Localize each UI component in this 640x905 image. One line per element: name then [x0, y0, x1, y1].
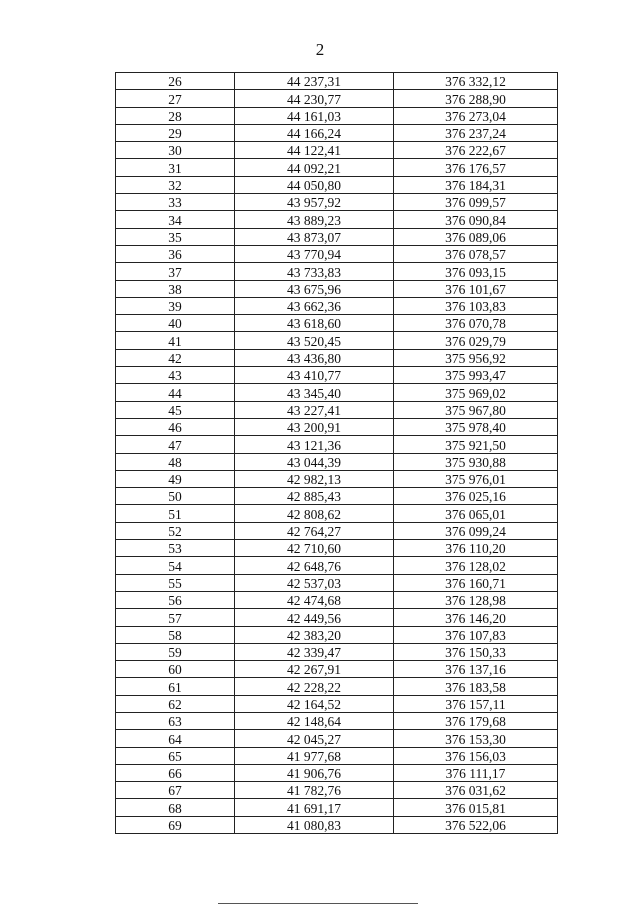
table-row — [116, 488, 558, 505]
point-number-cell: 34 — [116, 211, 235, 228]
table-row — [116, 90, 558, 107]
table-row — [116, 297, 558, 314]
point-number-cell: 62 — [116, 695, 235, 712]
y-coordinate-cell: 376 237,24 — [394, 124, 558, 141]
y-coordinate-cell: 376 137,16 — [394, 661, 558, 678]
point-number-cell: 57 — [116, 609, 235, 626]
x-coordinate-cell: 43 520,45 — [235, 332, 394, 349]
table-row — [116, 159, 558, 176]
table-row — [116, 591, 558, 608]
y-coordinate-cell: 376 111,17 — [394, 764, 558, 781]
table-row — [116, 505, 558, 522]
y-coordinate-cell: 376 103,83 — [394, 297, 558, 314]
point-number-cell: 64 — [116, 730, 235, 747]
x-coordinate-cell: 42 148,64 — [235, 712, 394, 729]
x-coordinate-cell: 44 166,24 — [235, 124, 394, 141]
y-coordinate-cell: 376 128,02 — [394, 557, 558, 574]
x-coordinate-cell: 42 267,91 — [235, 661, 394, 678]
point-number-cell: 52 — [116, 522, 235, 539]
point-number-cell: 61 — [116, 678, 235, 695]
table-row — [116, 557, 558, 574]
x-coordinate-cell: 41 080,83 — [235, 816, 394, 833]
y-coordinate-cell: 376 288,90 — [394, 90, 558, 107]
point-number-cell: 40 — [116, 315, 235, 332]
y-coordinate-cell: 375 956,92 — [394, 349, 558, 366]
x-coordinate-cell: 42 808,62 — [235, 505, 394, 522]
y-coordinate-cell: 376 153,30 — [394, 730, 558, 747]
table-row — [116, 73, 558, 90]
point-number-cell: 54 — [116, 557, 235, 574]
x-coordinate-cell: 43 410,77 — [235, 367, 394, 384]
point-number-cell: 30 — [116, 142, 235, 159]
x-coordinate-cell: 43 957,92 — [235, 194, 394, 211]
y-coordinate-cell: 376 176,57 — [394, 159, 558, 176]
x-coordinate-cell: 42 710,60 — [235, 540, 394, 557]
table-row — [116, 263, 558, 280]
y-coordinate-cell: 375 967,80 — [394, 401, 558, 418]
point-number-cell: 35 — [116, 228, 235, 245]
y-coordinate-cell: 376 029,79 — [394, 332, 558, 349]
point-number-cell: 63 — [116, 712, 235, 729]
table-row — [116, 574, 558, 591]
x-coordinate-cell: 41 906,76 — [235, 764, 394, 781]
table-row — [116, 349, 558, 366]
point-number-cell: 58 — [116, 626, 235, 643]
y-coordinate-cell: 376 332,12 — [394, 73, 558, 90]
table-row — [116, 661, 558, 678]
point-number-cell: 68 — [116, 799, 235, 816]
x-coordinate-cell: 41 977,68 — [235, 747, 394, 764]
point-number-cell: 41 — [116, 332, 235, 349]
point-number-cell: 45 — [116, 401, 235, 418]
point-number-cell: 31 — [116, 159, 235, 176]
table-row — [116, 401, 558, 418]
point-number-cell: 38 — [116, 280, 235, 297]
x-coordinate-cell: 44 050,80 — [235, 176, 394, 193]
point-number-cell: 50 — [116, 488, 235, 505]
x-coordinate-cell: 44 122,41 — [235, 142, 394, 159]
x-coordinate-cell: 42 474,68 — [235, 591, 394, 608]
y-coordinate-cell: 376 089,06 — [394, 228, 558, 245]
y-coordinate-cell: 376 093,15 — [394, 263, 558, 280]
y-coordinate-cell: 376 179,68 — [394, 712, 558, 729]
table-row — [116, 747, 558, 764]
y-coordinate-cell: 376 184,31 — [394, 176, 558, 193]
table-row — [116, 418, 558, 435]
table-row — [116, 280, 558, 297]
x-coordinate-cell: 42 228,22 — [235, 678, 394, 695]
x-coordinate-cell: 43 227,41 — [235, 401, 394, 418]
y-coordinate-cell: 376 101,67 — [394, 280, 558, 297]
table-row — [116, 194, 558, 211]
y-coordinate-cell: 375 921,50 — [394, 436, 558, 453]
x-coordinate-cell: 42 885,43 — [235, 488, 394, 505]
point-number-cell: 28 — [116, 107, 235, 124]
point-number-cell: 51 — [116, 505, 235, 522]
y-coordinate-cell: 375 976,01 — [394, 470, 558, 487]
point-number-cell: 43 — [116, 367, 235, 384]
table-row — [116, 782, 558, 799]
page-number: 2 — [315, 40, 325, 59]
table-row — [116, 799, 558, 816]
x-coordinate-cell: 42 537,03 — [235, 574, 394, 591]
table-row — [116, 453, 558, 470]
table-row — [116, 764, 558, 781]
y-coordinate-cell: 376 065,01 — [394, 505, 558, 522]
table-row — [116, 730, 558, 747]
y-coordinate-cell: 376 522,06 — [394, 816, 558, 833]
table-row — [116, 228, 558, 245]
y-coordinate-cell: 376 156,03 — [394, 747, 558, 764]
table-row — [116, 245, 558, 262]
x-coordinate-cell: 44 161,03 — [235, 107, 394, 124]
point-number-cell: 55 — [116, 574, 235, 591]
table-row — [116, 332, 558, 349]
x-coordinate-cell: 41 691,17 — [235, 799, 394, 816]
y-coordinate-cell: 376 090,84 — [394, 211, 558, 228]
table-row — [116, 540, 558, 557]
x-coordinate-cell: 43 889,23 — [235, 211, 394, 228]
table-row — [116, 522, 558, 539]
table-row — [116, 678, 558, 695]
x-coordinate-cell: 42 045,27 — [235, 730, 394, 747]
point-number-cell: 47 — [116, 436, 235, 453]
x-coordinate-cell: 43 200,91 — [235, 418, 394, 435]
x-coordinate-cell: 42 383,20 — [235, 626, 394, 643]
point-number-cell: 60 — [116, 661, 235, 678]
y-coordinate-cell: 375 978,40 — [394, 418, 558, 435]
x-coordinate-cell: 43 436,80 — [235, 349, 394, 366]
table-row — [116, 470, 558, 487]
x-coordinate-cell: 43 770,94 — [235, 245, 394, 262]
y-coordinate-cell: 376 273,04 — [394, 107, 558, 124]
point-number-cell: 39 — [116, 297, 235, 314]
table-row — [116, 626, 558, 643]
table-row — [116, 211, 558, 228]
x-coordinate-cell: 44 092,21 — [235, 159, 394, 176]
x-coordinate-cell: 42 764,27 — [235, 522, 394, 539]
point-number-cell: 27 — [116, 90, 235, 107]
x-coordinate-cell: 42 982,13 — [235, 470, 394, 487]
table-row — [116, 124, 558, 141]
y-coordinate-cell: 376 015,81 — [394, 799, 558, 816]
point-number-cell: 67 — [116, 782, 235, 799]
x-coordinate-cell: 42 648,76 — [235, 557, 394, 574]
x-coordinate-cell: 42 339,47 — [235, 643, 394, 660]
table-row — [116, 367, 558, 384]
y-coordinate-cell: 376 078,57 — [394, 245, 558, 262]
table-row — [116, 816, 558, 833]
y-coordinate-cell: 376 160,71 — [394, 574, 558, 591]
table-row — [116, 315, 558, 332]
x-coordinate-cell: 42 164,52 — [235, 695, 394, 712]
x-coordinate-cell: 44 230,77 — [235, 90, 394, 107]
y-coordinate-cell: 376 183,58 — [394, 678, 558, 695]
y-coordinate-cell: 375 993,47 — [394, 367, 558, 384]
y-coordinate-cell: 376 128,98 — [394, 591, 558, 608]
point-number-cell: 53 — [116, 540, 235, 557]
point-number-cell: 26 — [116, 73, 235, 90]
x-coordinate-cell: 43 675,96 — [235, 280, 394, 297]
footer-line — [218, 903, 418, 904]
table-row — [116, 712, 558, 729]
point-number-cell: 32 — [116, 176, 235, 193]
table-row — [116, 695, 558, 712]
x-coordinate-cell: 43 618,60 — [235, 315, 394, 332]
x-coordinate-cell: 41 782,76 — [235, 782, 394, 799]
y-coordinate-cell: 375 969,02 — [394, 384, 558, 401]
table-row — [116, 436, 558, 453]
y-coordinate-cell: 376 107,83 — [394, 626, 558, 643]
x-coordinate-cell: 44 237,31 — [235, 73, 394, 90]
table-row — [116, 142, 558, 159]
table-row — [116, 107, 558, 124]
y-coordinate-cell: 376 157,11 — [394, 695, 558, 712]
table-row — [116, 609, 558, 626]
x-coordinate-cell: 43 345,40 — [235, 384, 394, 401]
y-coordinate-cell: 376 070,78 — [394, 315, 558, 332]
point-number-cell: 36 — [116, 245, 235, 262]
y-coordinate-cell: 376 146,20 — [394, 609, 558, 626]
coordinates-table — [115, 72, 558, 834]
y-coordinate-cell: 376 025,16 — [394, 488, 558, 505]
point-number-cell: 42 — [116, 349, 235, 366]
x-coordinate-cell: 43 121,36 — [235, 436, 394, 453]
coordinates-table-body — [116, 73, 558, 834]
y-coordinate-cell: 376 099,57 — [394, 194, 558, 211]
y-coordinate-cell: 376 031,62 — [394, 782, 558, 799]
point-number-cell: 66 — [116, 764, 235, 781]
y-coordinate-cell: 376 222,67 — [394, 142, 558, 159]
point-number-cell: 69 — [116, 816, 235, 833]
point-number-cell: 59 — [116, 643, 235, 660]
point-number-cell: 46 — [116, 418, 235, 435]
point-number-cell: 48 — [116, 453, 235, 470]
x-coordinate-cell: 43 733,83 — [235, 263, 394, 280]
point-number-cell: 29 — [116, 124, 235, 141]
y-coordinate-cell: 376 110,20 — [394, 540, 558, 557]
table-row — [116, 176, 558, 193]
y-coordinate-cell: 376 099,24 — [394, 522, 558, 539]
table-row — [116, 384, 558, 401]
x-coordinate-cell: 43 662,36 — [235, 297, 394, 314]
point-number-cell: 65 — [116, 747, 235, 764]
point-number-cell: 56 — [116, 591, 235, 608]
y-coordinate-cell: 376 150,33 — [394, 643, 558, 660]
y-coordinate-cell: 375 930,88 — [394, 453, 558, 470]
point-number-cell: 44 — [116, 384, 235, 401]
x-coordinate-cell: 43 044,39 — [235, 453, 394, 470]
x-coordinate-cell: 42 449,56 — [235, 609, 394, 626]
x-coordinate-cell: 43 873,07 — [235, 228, 394, 245]
table-row — [116, 643, 558, 660]
point-number-cell: 37 — [116, 263, 235, 280]
point-number-cell: 33 — [116, 194, 235, 211]
point-number-cell: 49 — [116, 470, 235, 487]
